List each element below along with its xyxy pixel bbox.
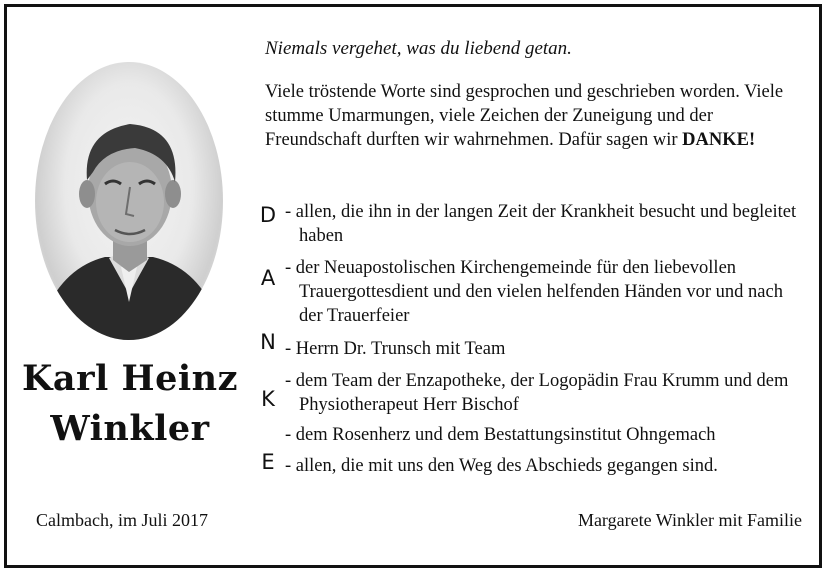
thanks-item-e [285,454,810,478]
motto: Niemals vergehet, was du liebend getan. [265,38,572,59]
acrostic-letter-n: N [260,330,276,354]
thanks-item-text: - Herrn Dr. Trunsch mit Team [285,339,506,359]
thanks-item-d [285,200,810,248]
portrait-photo [35,62,223,340]
thanks-item-rosenherz [285,423,810,447]
acrostic-letter-d: D [259,203,277,227]
thanks-item-text: - dem Rosenherz und dem Bestattungsinstitut Ohngemach [285,425,716,445]
acrostic-letter-k: K [261,387,275,411]
thanks-item-text: - allen, die ihn in der langen Zeit der Krankheit besucht und begleitet haben [285,202,797,246]
intro-emphasis: DANKE! [682,130,756,150]
portrait-illustration [35,62,223,340]
thanks-item-a [285,256,810,328]
intro-paragraph [265,80,795,152]
thanks-item-n [285,337,810,361]
acrostic-letter-e: E [261,450,275,474]
deceased-surname: Winkler [50,408,210,449]
deceased-first-names: Karl Heinz [22,358,238,399]
signature: Margarete Winkler mit Familie [577,510,802,530]
thanks-item-text: - der Neuapostolischen Kirchengemeinde für den liebevollen Trauergottesdient und den vielen helfenden Händen vor und nach der Trauerfeier [285,258,783,326]
thanks-item-k [285,369,810,417]
place-date: Calmbach, im Juli 2017 [36,510,208,530]
thanks-item-text: - allen, die mit uns den Weg des Abschieds gegangen sind. [285,456,718,476]
acrostic-letter-a: A [260,266,276,290]
intro-text: Viele tröstende Worte sind gesprochen und geschrieben worden. Viele stumme Umarmungen, viele Zeichen der Zuneigung und der Freundschaft durften wir wahrnehmen. Dafür sagen wir [265,82,784,150]
thanks-item-text: - dem Team der Enzapotheke, der Logopädin Frau Krumm und dem Physiotherapeut Herr Bischof [285,371,789,415]
